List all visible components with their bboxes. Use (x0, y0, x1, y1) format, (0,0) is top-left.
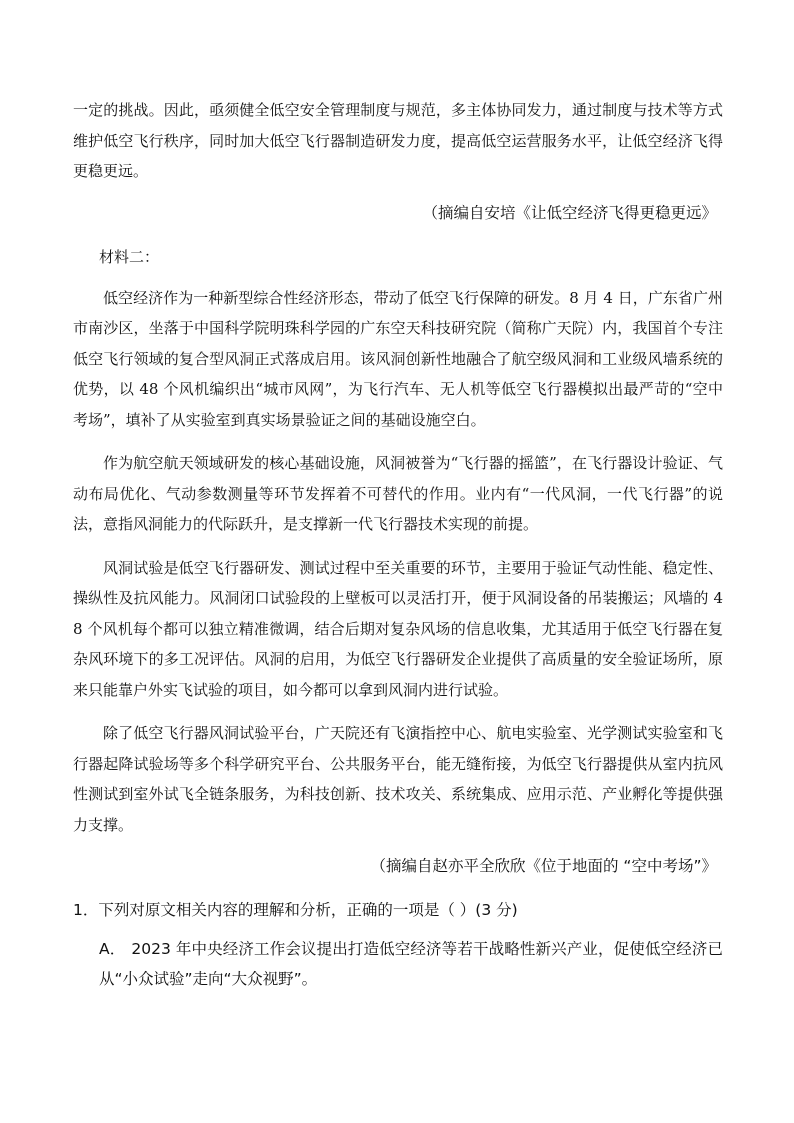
question-1-stem: 1．下列对原文相关内容的理解和分析，正确的一项是（ ）(3 分) (73, 901, 518, 919)
continuation-paragraph: 一定的挑战。因此，亟须健全低空安全管理制度与规范，多主体协同发力，通过制度与技术等方式维护低空飞行秩序，同时加大低空飞行器制造研发力度，提高低空运营服务水平，让低空经济飞得更稳更远。 (73, 101, 723, 180)
material-2-paragraph-4: 除了低空飞行器风洞试验平台，广天院还有飞演指控中心、航电实验室、光学测试实验室和飞行器起降试验场等多个科学研究平台、公共服务平台，能无缝衔接，为低空飞行器提供从室内抗风性测试到室外试飞全链条服务，为科技创新、技术攻关、系统集成、应用示范、产业孵化等提供强力支撑。 (73, 724, 723, 834)
document-page (73, 95, 723, 994)
option-a-text: 2023 年中央经济工作会议提出打造低空经济等若干战略性新兴产业，促使低空经济已从“小众试验”走向“大众视野”。 (99, 940, 723, 988)
material-2-paragraph-1: 低空经济作为一种新型综合性经济形态，带动了低空飞行保障的研发。8 月 4 日，广东省广州市南沙区，坐落于中国科学院明珠科学园的广东空天科技研究院（简称广天院）内，我国首个专注低空飞行领域的复合型风洞正式落成启用。该风洞创新性地融合了航空级风洞和工业级风墙系统的优势，以 48 个风机编织出“城市风网”，为飞行汽车、无人机等低空飞行器模拟出最严苛的“空中考场”，填补了从实验室到真实场景验证之间的基础设施空白。 (73, 288, 723, 429)
option-a-label: A． (99, 940, 126, 958)
material-2-paragraph-3: 风洞试验是低空飞行器研发、测试过程中至关重要的环节，主要用于验证气动性能、稳定性、操纵性及抗风能力。风洞闭口试验段的上壁板可以灵活打开，便于风洞设备的吊装搬运；风墙的 48 个风机每个都可以独立精准微调，结合后期对复杂风场的信息收集，尤其适用于低空飞行器在复杂风环境下的多工况评估。风洞的启用，为低空飞行器研发企业提供了高质量的安全验证场所，原来只能靠户外实飞试验的项目，如今都可以拿到风洞内进行试验。 (73, 558, 723, 699)
source-citation-1: （摘编自安培《让低空经济飞得更稳更远》 (422, 203, 717, 222)
material-2-paragraph-2: 作为航空航天领域研发的核心基础设施，风洞被誉为“飞行器的摇篮”，在飞行器设计验证、气动布局优化、气动参数测量等环节发挥着不可替代的作用。业内有“一代风洞，一代飞行器”的说法，意指风洞能力的代际跃升，是支撑新一代飞行器技术实现的前提。 (73, 454, 723, 533)
source-citation-2: （摘编自赵亦平全欣欣《位于地面的 “空中考场”》 (370, 857, 717, 875)
material-2-heading: 材料二： (99, 247, 160, 266)
question-1-option-a (99, 934, 723, 994)
